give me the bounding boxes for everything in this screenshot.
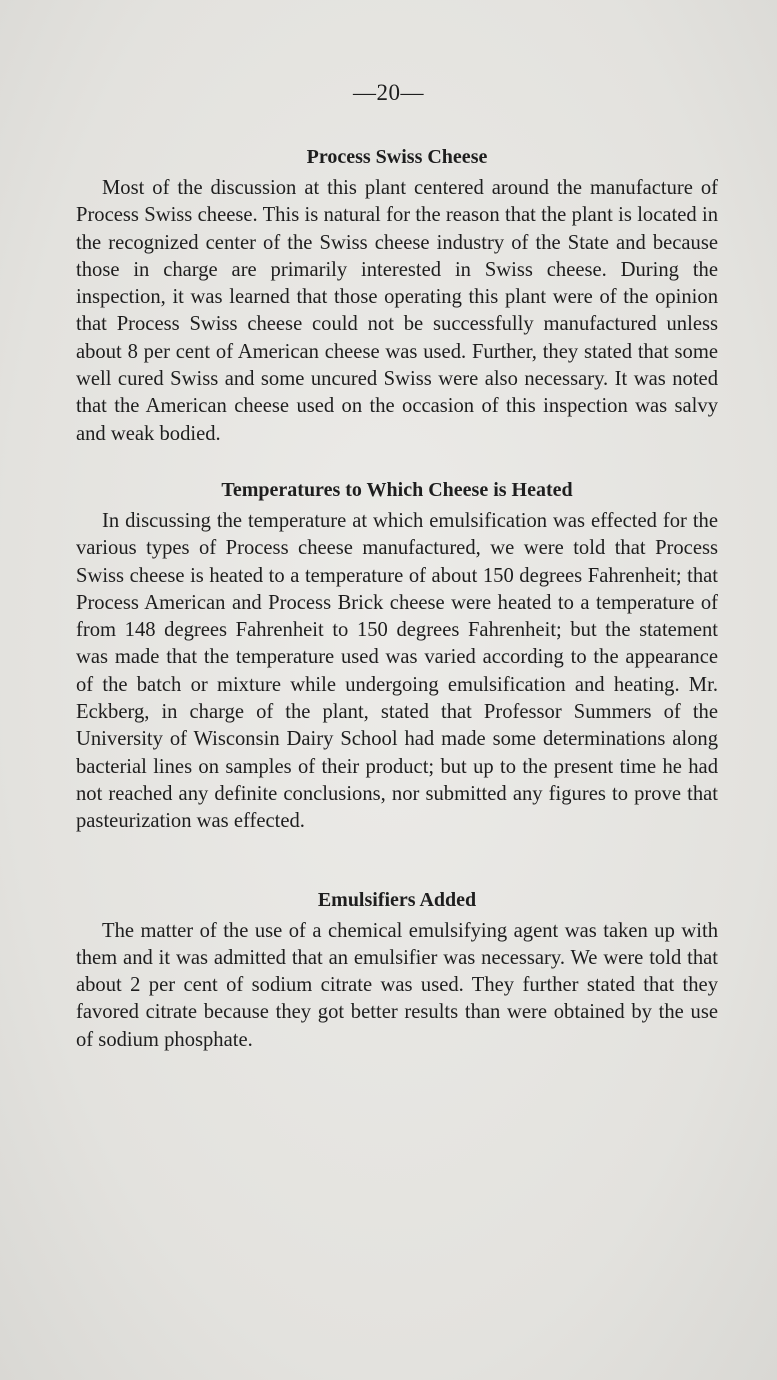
section-heading: Process Swiss Cheese: [306, 146, 488, 168]
page-content: [76, 143, 718, 1054]
section-process-swiss-cheese: [76, 143, 718, 448]
section-paragraph: In discussing the temperature at which emulsification was effected for the various types of Process cheese manufactured, we were told that Process Swiss cheese is heated to a temperature of about 150 degrees Fahrenheit; that Process American and Process Brick cheese were heated to a temperature of from 148 degrees Fahrenheit to 150 degrees Fahrenheit; but the statement was made that the temperature used was varied according to the appearance of the batch or mixture while undergoing emulsification and heating. Mr. Eckberg, in charge of the plant, stated that Professor Summers of the University of Wisconsin Dairy School had made some determinations along bacterial lines on samples of their product; but up to the present time he had not reached any definite conclusions, nor submitted any figures to prove that pasteurization was effected.: [76, 509, 718, 833]
section-heading: Emulsifiers Added: [317, 888, 477, 911]
section-emulsifiers-added: [76, 886, 718, 1054]
section-heading: Temperatures to Which Cheese is Heated: [221, 478, 573, 501]
section-paragraph: The matter of the use of a chemical emulsifying agent was taken up with them and it was admitted that an emulsifier was necessary. We were told that about 2 per cent of sodium citrate was used. They further stated that they favored citrate because they got better results than were obtained by the use of sodium phosphate.: [76, 919, 718, 1051]
section-temperatures: [76, 476, 718, 836]
section-paragraph: Most of the discussion at this plant centered around the manufacture of Process Swiss cheese. This is natural for the reason that the plant is located in the recognized center of the Swiss cheese industry of the State and because those in charge are primarily interested in Swiss cheese. During the inspection, it was learned that those operating this plant were of the opinion that Process Swiss cheese could not be successfully manufactured unless about 8 per cent of American cheese was used. Further, they stated that some well cured Swiss and some uncured Swiss were also necessary. It was noted that the American cheese used on the occasion of this inspection was salvy and weak bodied.: [76, 177, 718, 445]
page-number: —20—: [353, 80, 424, 105]
